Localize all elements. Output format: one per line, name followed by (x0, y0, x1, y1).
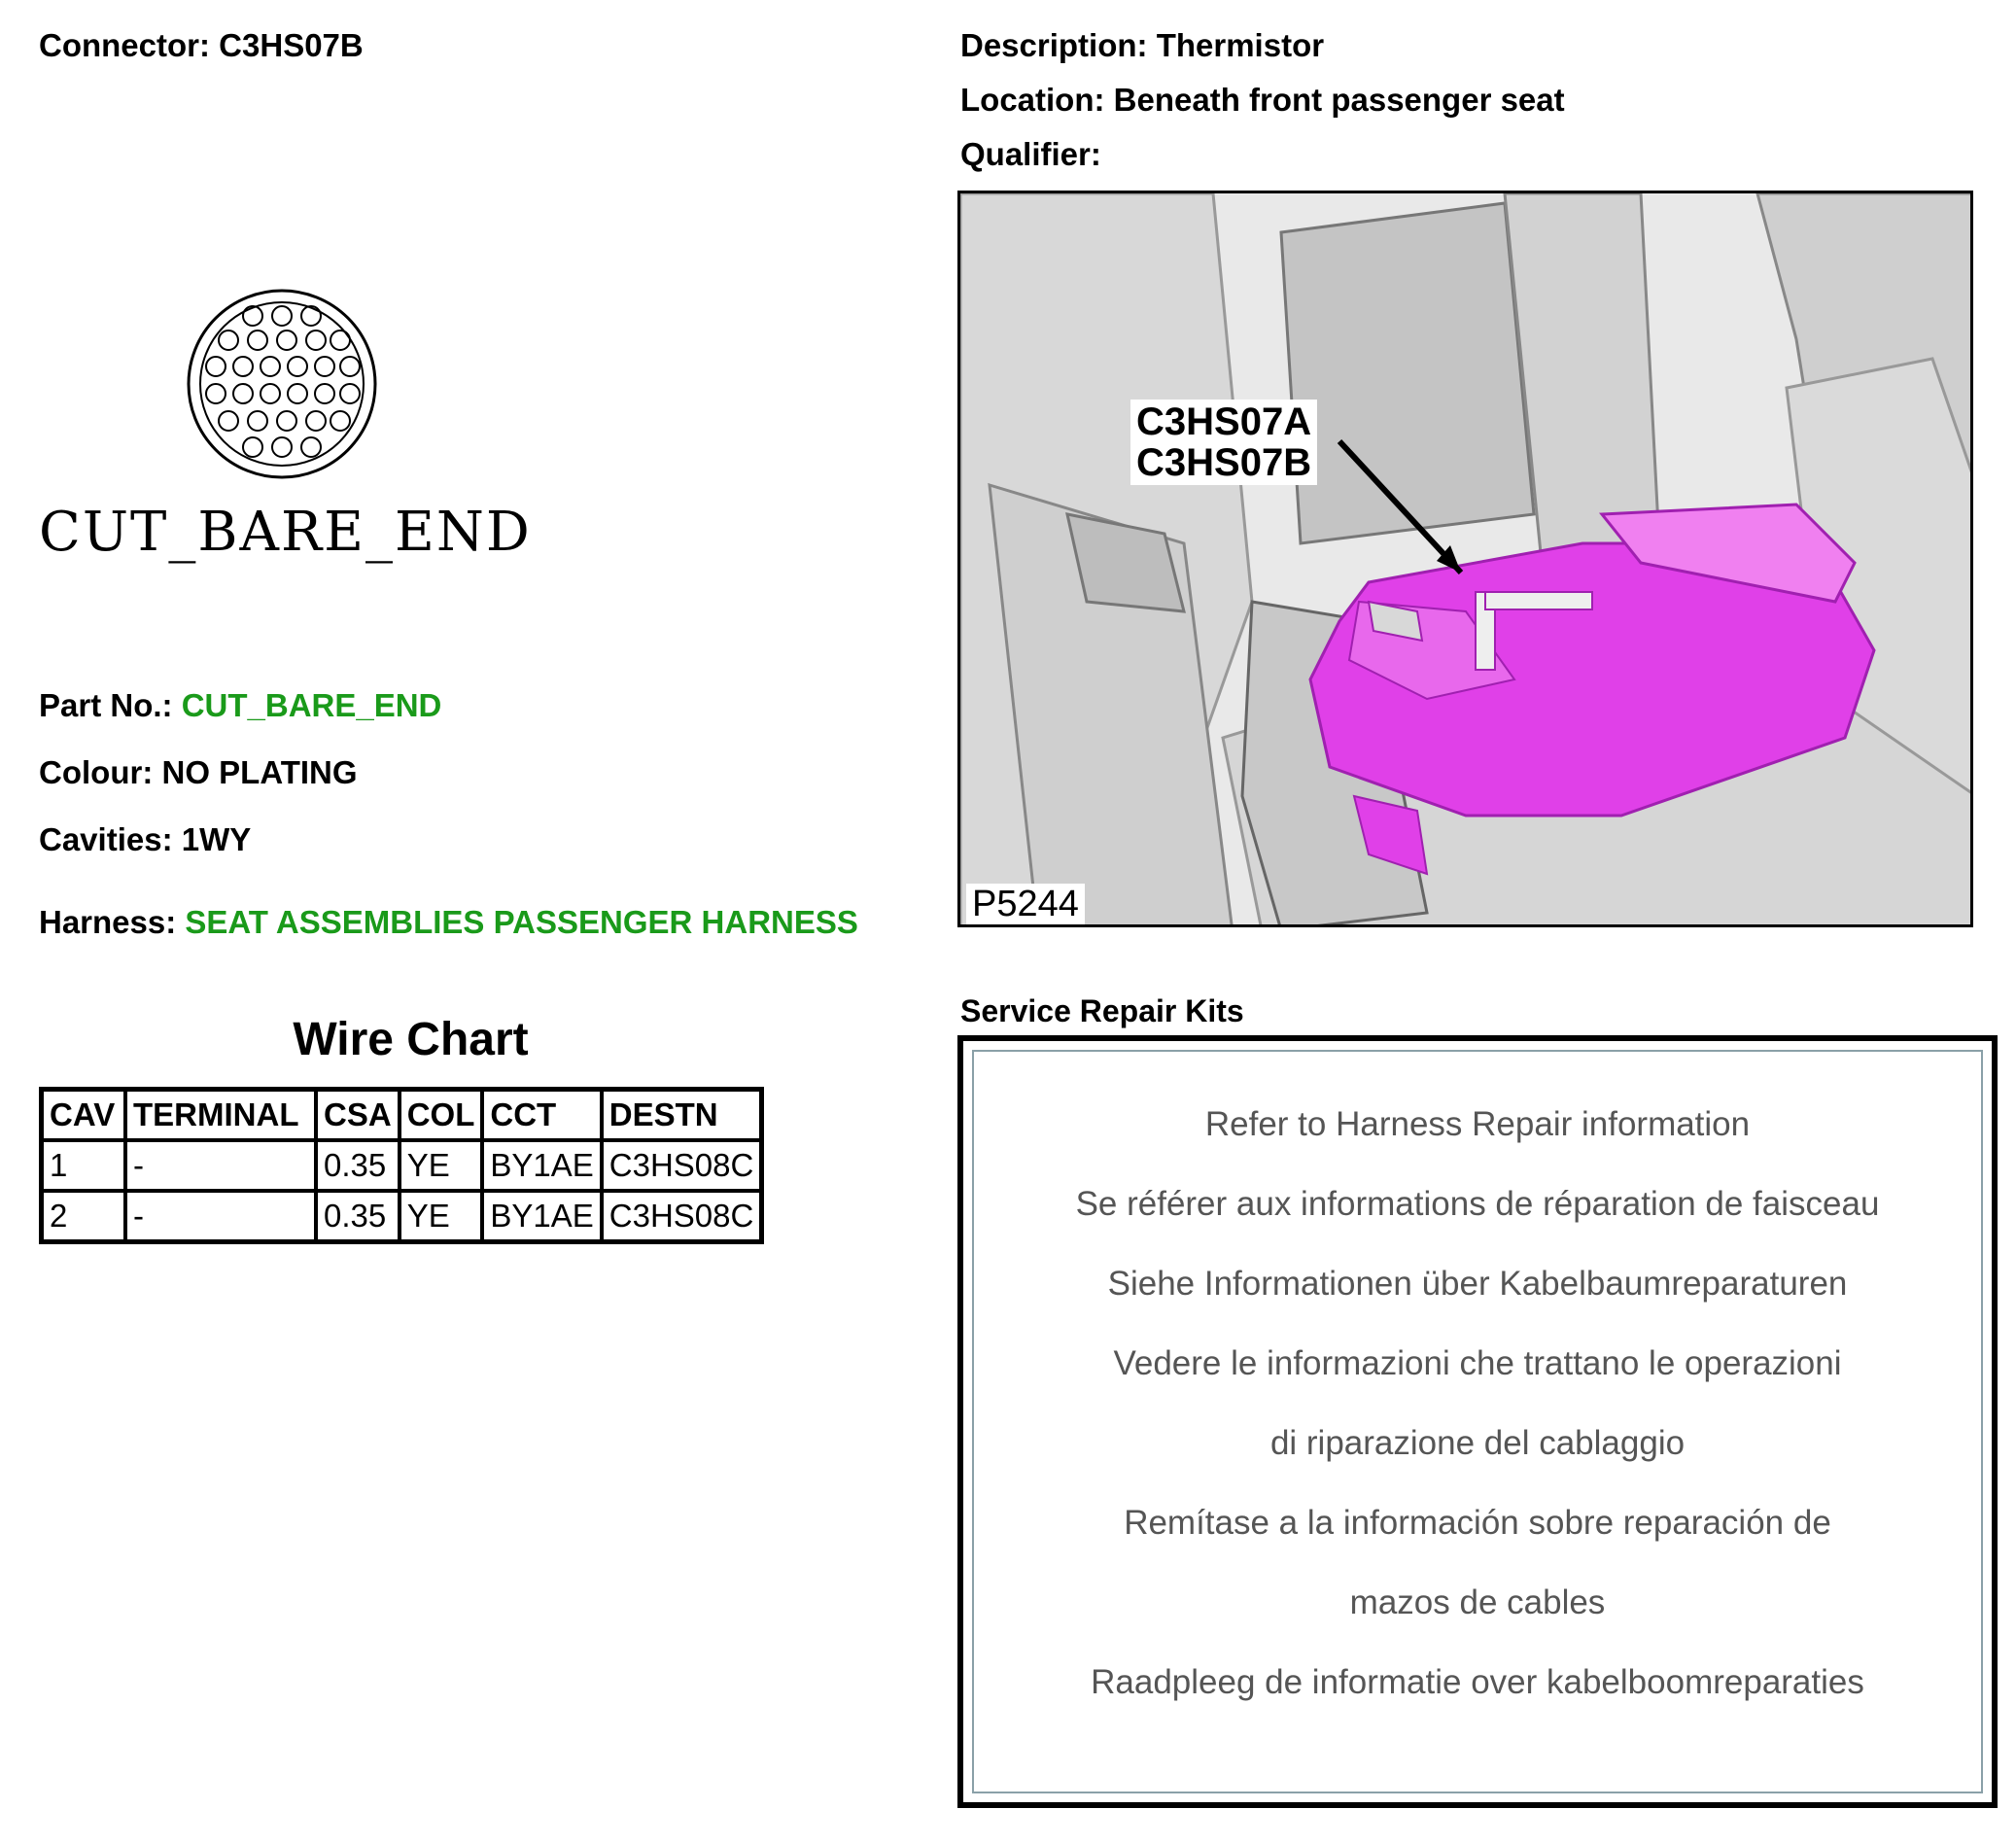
cavities-value: 1WY (181, 821, 252, 857)
part-number-line (39, 687, 441, 724)
cell-col: YE (400, 1140, 483, 1191)
cell-cct: BY1AE (482, 1140, 601, 1191)
location-value: Beneath front passenger seat (1113, 82, 1565, 118)
connector-caption: CUT_BARE_END (39, 501, 532, 564)
cell-cav: 1 (42, 1140, 126, 1191)
column-header-terminal: TERMINAL (125, 1090, 316, 1141)
connector-face-icon (185, 287, 379, 481)
repair-line-it-2: di riparazione del cablaggio (1269, 1424, 1686, 1462)
repair-line-de: Siehe Informationen über Kabelbaumreparaturen (1107, 1265, 1848, 1303)
cavities-line (39, 821, 251, 858)
part-number-link[interactable]: CUT_BARE_END (181, 687, 442, 723)
colour-label: Colour: (39, 754, 154, 790)
cell-terminal: - (125, 1140, 316, 1191)
table-header-row (42, 1090, 762, 1141)
description-label: Description: (960, 27, 1148, 63)
table-row (42, 1191, 762, 1242)
column-header-cav: CAV (42, 1090, 126, 1141)
callout-line-a: C3HS07A (1136, 400, 1312, 443)
table-row (42, 1140, 762, 1191)
harness-label: Harness: (39, 904, 177, 940)
harness-link[interactable]: SEAT ASSEMBLIES PASSENGER HARNESS (185, 904, 858, 940)
callout-line-b: C3HS07B (1136, 441, 1312, 484)
location-illustration (957, 191, 1973, 927)
repair-kits-box (957, 1035, 1998, 1808)
cavities-label: Cavities: (39, 821, 173, 857)
description-value: Thermistor (1156, 27, 1325, 63)
repair-kits-inner (972, 1050, 1983, 1793)
cell-col: YE (400, 1191, 483, 1242)
repair-line-fr: Se référer aux informations de réparation de faisceau (1075, 1185, 1880, 1223)
wire-chart-title: Wire Chart (293, 1014, 529, 1065)
cell-csa: 0.35 (316, 1191, 400, 1242)
figure-callout (1130, 400, 1317, 485)
column-header-destn: DESTN (602, 1090, 762, 1141)
column-header-col: COL (400, 1090, 483, 1141)
wire-chart-table (39, 1087, 764, 1244)
description-line (960, 27, 1324, 64)
qualifier-line (960, 136, 1101, 173)
repair-kits-title: Service Repair Kits (960, 993, 1244, 1028)
location-label: Location: (960, 82, 1105, 118)
repair-line-nl: Raadpleeg de informatie over kabelboomreparaties (1091, 1663, 1864, 1701)
connector-label: Connector: (39, 27, 210, 63)
colour-value: NO PLATING (161, 754, 358, 790)
figure-id: P5244 (966, 884, 1085, 925)
part-number-label: Part No.: (39, 687, 173, 723)
repair-line-es-2: mazos de cables (1349, 1583, 1606, 1621)
location-line (960, 82, 1565, 119)
repair-line-es-1: Remítase a la información sobre reparación de (1124, 1504, 1831, 1542)
cell-destn: C3HS08C (602, 1140, 762, 1191)
cell-cct: BY1AE (482, 1191, 601, 1242)
repair-line-en: Refer to Harness Repair information (1204, 1105, 1751, 1143)
harness-line (39, 904, 858, 941)
column-header-cct: CCT (482, 1090, 601, 1141)
connector-id: C3HS07B (219, 27, 364, 63)
repair-line-it-1: Vedere le informazioni che trattano le operazioni (1113, 1344, 1842, 1382)
cell-cav: 2 (42, 1191, 126, 1242)
seat-illustration (960, 193, 1973, 927)
colour-line (39, 754, 358, 791)
qualifier-label: Qualifier: (960, 136, 1101, 172)
column-header-csa: CSA (316, 1090, 400, 1141)
cell-destn: C3HS08C (602, 1191, 762, 1242)
cell-terminal: - (125, 1191, 316, 1242)
cell-csa: 0.35 (316, 1140, 400, 1191)
connector-heading (39, 27, 364, 64)
